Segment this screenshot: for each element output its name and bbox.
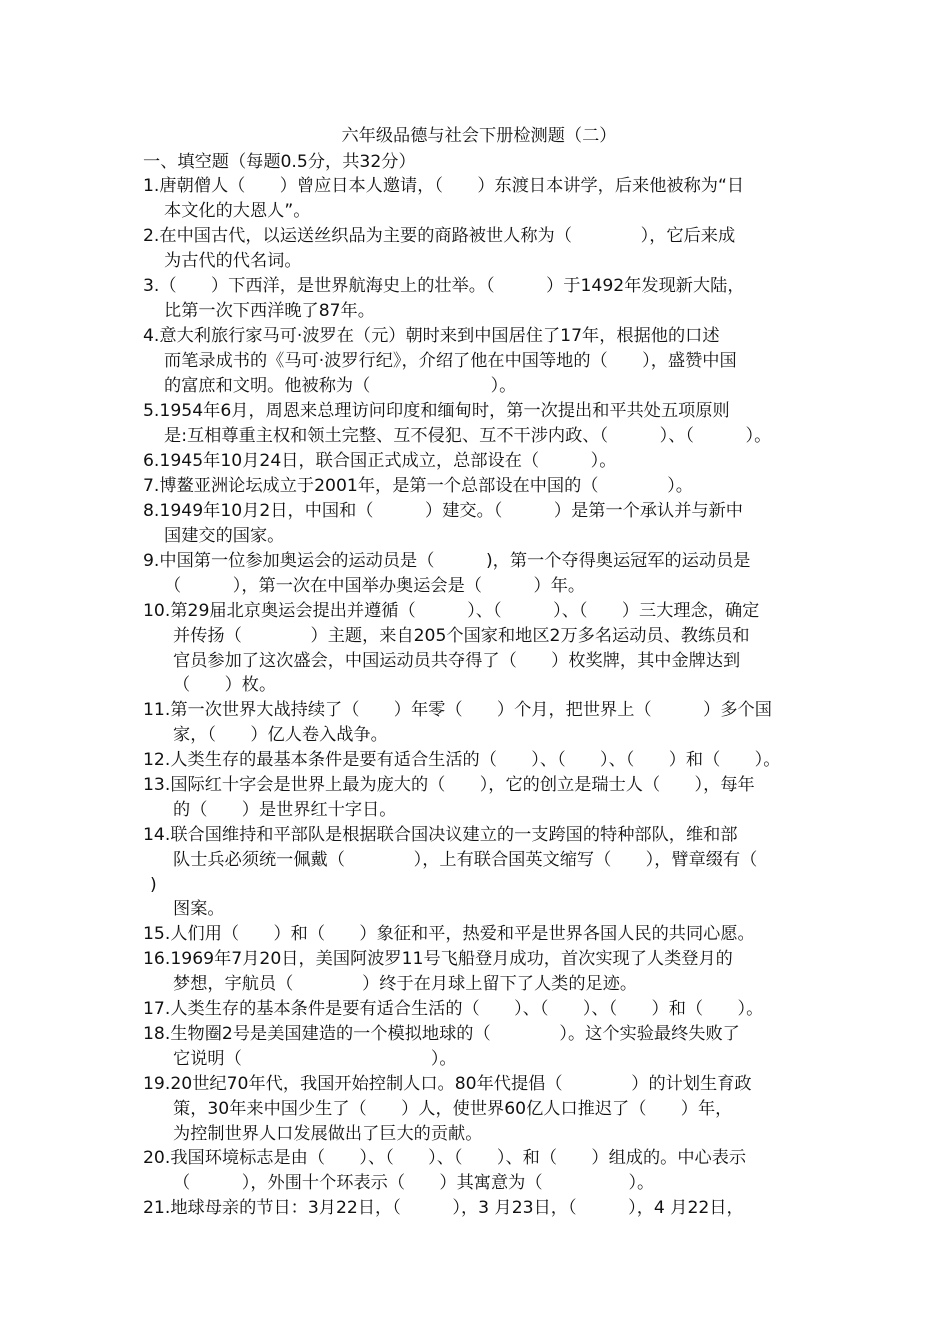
- question-10: [143, 599, 811, 698]
- question-line: 为古代的代名词。: [164, 250, 302, 271]
- question-line: 本文化的大恩人”。: [164, 200, 311, 221]
- question-line: ): [150, 874, 157, 895]
- question-line: 4.意大利旅行家马可·波罗在（元）朝时来到中国居住了17年，根据他的口述: [143, 326, 720, 346]
- question-9: [143, 549, 811, 599]
- question-21: [143, 1196, 811, 1221]
- question-line: （ ），外围十个环表示（ ）其寓意为（ ）。: [173, 1172, 655, 1193]
- question-line: 15.人们用（ ）和（ ）象征和平，热爱和平是世界各国人民的共同心愿。: [143, 924, 755, 944]
- section-heading: 一、填空题（每题0.5分，共32分）: [143, 152, 416, 172]
- question-line: 3.（ ）下西洋，是世界航海史上的壮举。（ ）于1492年发现新大陆，: [143, 276, 745, 296]
- question-line: （ ），第一次在中国举办奥运会是（ ）年。: [164, 575, 586, 596]
- question-19: [143, 1072, 811, 1146]
- question-line: 18.生物圈2号是美国建造的一个模拟地球的（ ）。这个实验最终失败了: [143, 1024, 740, 1044]
- question-line: 官员参加了这次盛会，中国运动员共夺得了（ ）枚奖牌，其中金牌达到: [173, 650, 741, 671]
- question-line: （ ）枚。: [173, 675, 277, 696]
- question-15: [143, 922, 811, 947]
- question-line: 9.中国第一位参加奥运会的运动员是（ )，第一个夺得奥运冠军的运动员是: [143, 551, 751, 571]
- question-line: 13.国际红十字会是世界上最为庞大的（ ），它的创立是瑞士人（ ），每年: [143, 775, 755, 795]
- question-14: [143, 823, 811, 922]
- question-6: [143, 449, 811, 474]
- question-line: 并传扬（ ）主题，来自205个国家和地区2万多名运动员、教练员和: [173, 625, 750, 646]
- question-line: 12.人类生存的最基本条件是要有适合生活的（ ）、（ ）、（ ）和（ ）。: [143, 750, 781, 770]
- question-line: 梦想，宇航员（ ）终于在月球上留下了人类的足迹。: [173, 973, 638, 994]
- question-line: 17.人类生存的基本条件是要有适合生活的（ ）、（ ）、（ ）和（ ）。: [143, 999, 764, 1019]
- question-line: 19.20世纪70年代，我国开始控制人口。80年代提倡（ ）的计划生育政: [143, 1074, 752, 1094]
- question-line: 图案。: [173, 899, 225, 920]
- question-8: [143, 499, 811, 549]
- question-line: 国建交的国家。: [164, 525, 285, 546]
- question-4: [143, 324, 811, 398]
- question-18: [143, 1022, 811, 1072]
- question-line: 14.联合国维持和平部队是根据联合国决议建立的一支跨国的特种部队，维和部: [143, 825, 738, 845]
- question-12: [143, 748, 811, 773]
- question-line: 的（ ）是世界红十字日。: [173, 799, 397, 820]
- page-title: 六年级品德与社会下册检测题（二）: [341, 126, 617, 146]
- question-line: 策，30年来中国少生了（ ）人，使世界60亿人口推迟了（ ）年，: [173, 1098, 733, 1119]
- question-5: [143, 399, 811, 449]
- question-line: 7.博鳌亚洲论坛成立于2001年，是第一个总部设在中国的（ ）。: [143, 476, 693, 496]
- question-line: 8.1949年10月2日，中国和（ ）建交。（ ）是第一个承认并与新中: [143, 501, 743, 521]
- question-3: [143, 274, 811, 324]
- question-line: 16.1969年7月20日，美国阿波罗11号飞船登月成功，首次实现了人类登月的: [143, 949, 733, 969]
- question-line: 为控制世界人口发展做出了巨大的贡献。: [173, 1123, 483, 1144]
- question-line: 比第一次下西洋晚了87年。: [164, 300, 375, 321]
- question-7: [143, 474, 811, 499]
- question-line: 2.在中国古代，以运送丝织品为主要的商路被世人称为（ ），它后来成: [143, 226, 736, 246]
- question-line: 11.第一次世界大战持续了（ ）年零（ ）个月，把世界上（ ）多个国: [143, 700, 772, 720]
- question-line: 6.1945年10月24日，联合国正式成立，总部设在（ ）。: [143, 451, 617, 471]
- question-11: [143, 698, 811, 748]
- question-line: 而笔录成书的《马可·波罗行纪》，介绍了他在中国等地的（ ），盛赞中国: [164, 350, 737, 371]
- question-line: 队士兵必须统一佩戴（ ），上有联合国英文缩写（ ），臂章缀有（: [173, 849, 758, 870]
- question-16: [143, 947, 811, 997]
- question-line: 是:互相尊重主权和领土完整、互不侵犯、互不干涉内政、（ ）、（ ）。: [164, 425, 772, 446]
- question-2: [143, 224, 811, 274]
- question-line: 1.唐朝僧人（ ）曾应日本人邀请，（ ）东渡日本讲学，后来他被称为“日: [143, 176, 745, 196]
- question-17: [143, 997, 811, 1022]
- question-line: 21.地球母亲的节日：3月22日，（ ），3 月23日，（ ），4 月22日，: [143, 1198, 744, 1218]
- question-1: [143, 174, 811, 224]
- question-line: 5.1954年6月，周恩来总理访问印度和缅甸时，第一次提出和平共处五项原则: [143, 401, 730, 421]
- question-13: [143, 773, 811, 823]
- question-line: 20.我国环境标志是由（ ）、（ ）、（ ）、和（ ）组成的。中心表示: [143, 1148, 747, 1168]
- question-line: 的富庶和文明。他被称为（ ）。: [164, 375, 517, 396]
- question-line: 家，（ ）亿人卷入战争。: [173, 724, 388, 745]
- question-20: [143, 1146, 811, 1196]
- question-line: 10.第29届北京奥运会提出并遵循（ ）、（ ）、（ ）三大理念，确定: [143, 601, 760, 621]
- question-line: 它说明（ ）。: [173, 1048, 457, 1069]
